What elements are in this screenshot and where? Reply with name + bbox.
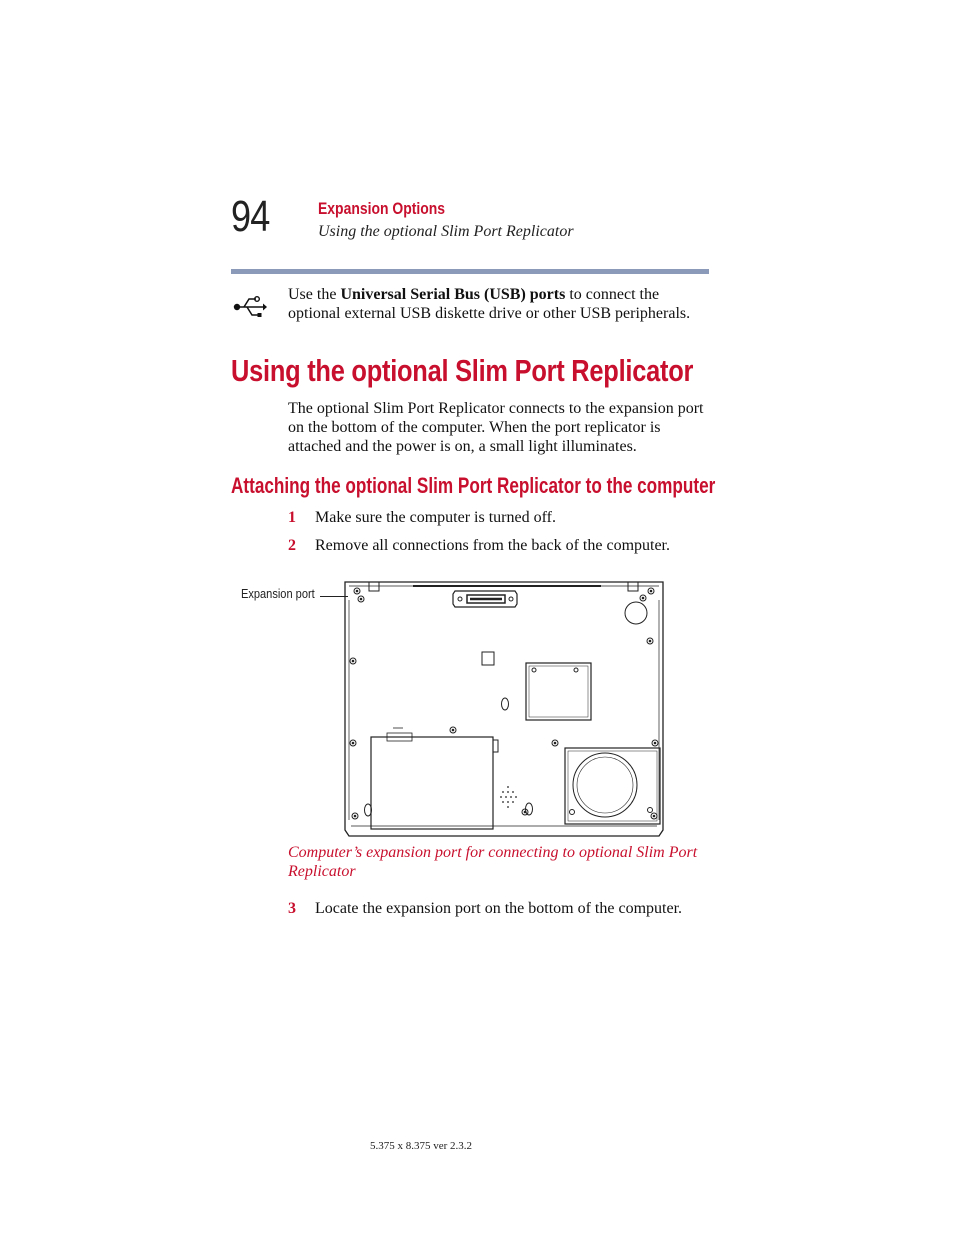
section-subtitle: Using the optional Slim Port Replicator — [318, 223, 574, 240]
usb-note — [288, 285, 708, 323]
step-item — [288, 899, 718, 918]
computer-bottom-diagram — [343, 580, 665, 838]
figure-caption: Computer’s expansion port for connecting to optional Slim Port Replicator — [288, 844, 698, 880]
step-number: 1 — [288, 509, 296, 526]
step-text: Locate the expansion port on the bottom of the computer. — [315, 900, 683, 917]
step-number: 3 — [288, 900, 296, 917]
usb-note-prefix: Use the — [288, 286, 341, 303]
footer-version: 5.375 x 8.375 ver 2.3.2 — [370, 1140, 473, 1152]
step-text: Make sure the computer is turned off. — [315, 509, 556, 526]
step-item — [288, 508, 718, 527]
step-item — [288, 536, 718, 555]
section-title: Expansion Options — [318, 199, 446, 218]
subheading: Attaching the optional Slim Port Replicator to the computer — [231, 473, 716, 498]
usb-icon — [233, 291, 267, 321]
expansion-port-callout: Expansion port — [241, 586, 315, 601]
step-text: Remove all connections from the back of the computer. — [315, 537, 670, 554]
main-heading: Using the optional Slim Port Replicator — [231, 353, 694, 388]
intro-paragraph: The optional Slim Port Replicator connects to the expansion port on the bottom of the computer. When the port replicator is attached and the power is on, a small light illuminates. — [288, 400, 704, 455]
usb-note-bold: Universal Serial Bus (USB) ports — [340, 286, 566, 303]
step-number: 2 — [288, 537, 296, 554]
page-number: 94 — [231, 192, 270, 241]
header-rule — [231, 269, 709, 274]
usb-note-suffix: to connect the optional external USB diskette drive or other USB peripherals. — [288, 286, 691, 322]
